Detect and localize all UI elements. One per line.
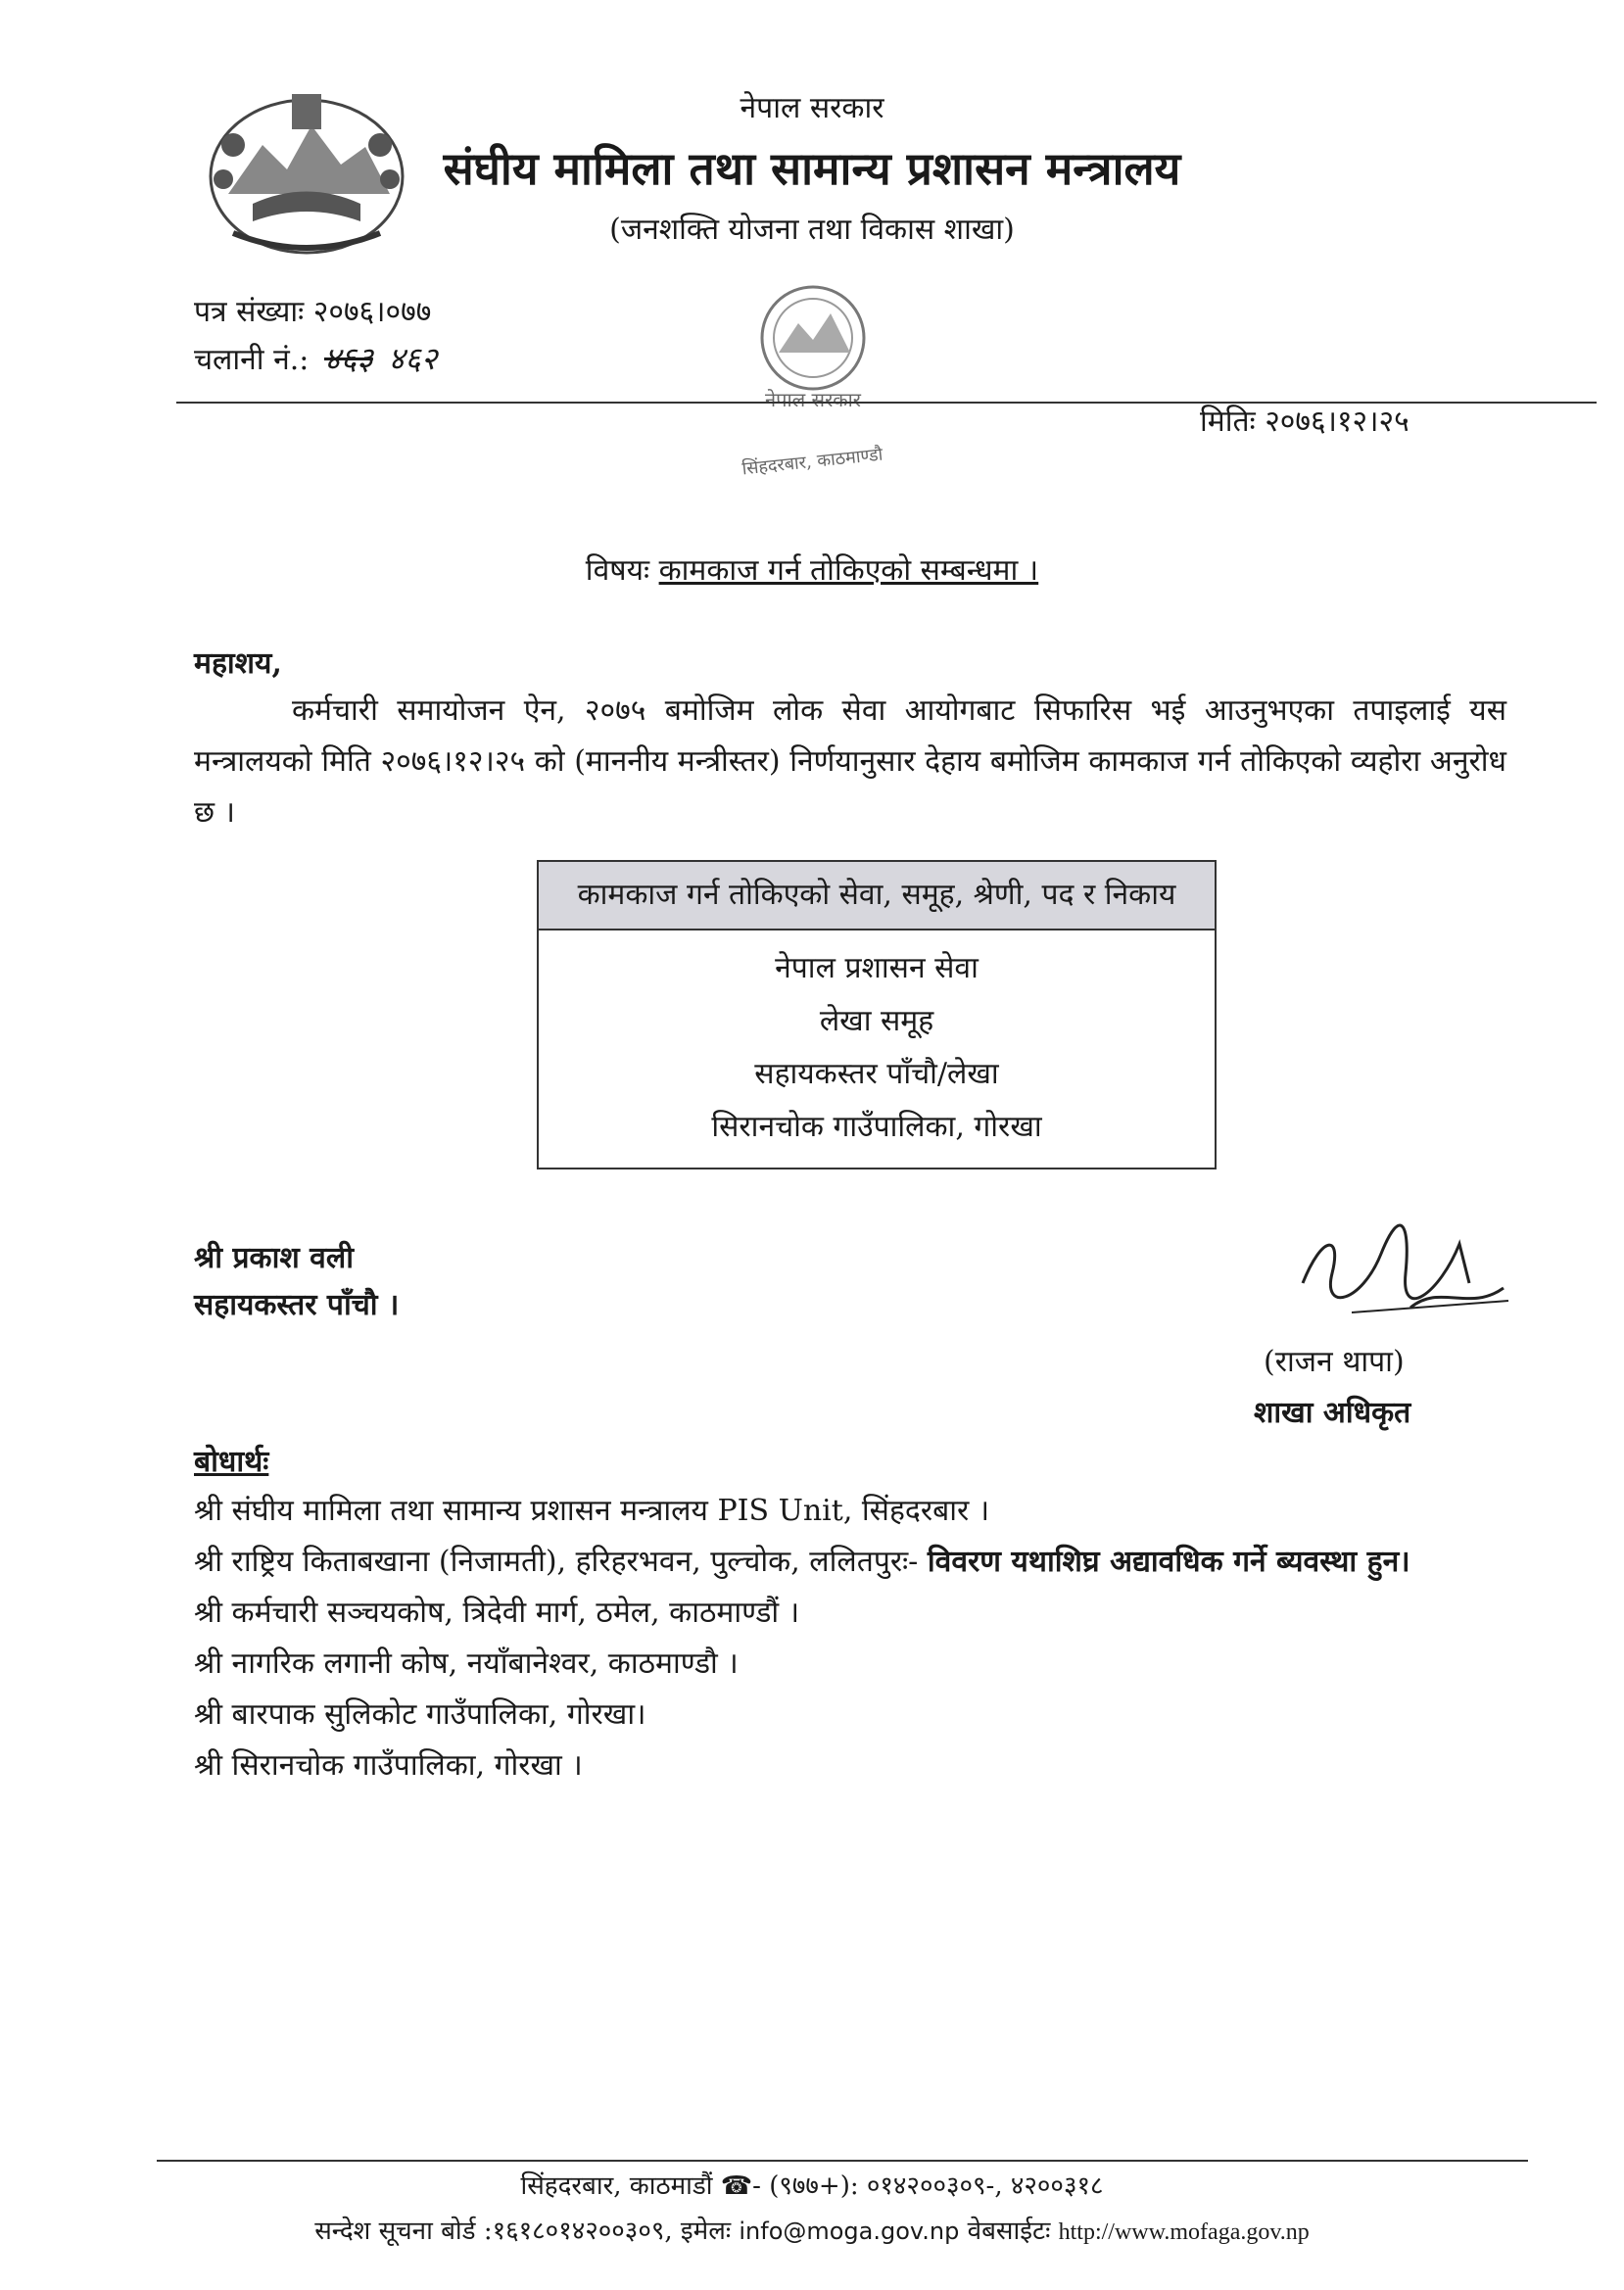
footer-phone-value: ०१४२००३०९-, ४२००३१८ [866, 2171, 1104, 2201]
footer-notice-value: १६१८०१४२००३०९, [492, 2217, 673, 2246]
date-label: मितिः [1200, 405, 1256, 439]
dispatch-number [194, 337, 437, 379]
assignment-table-body [539, 930, 1215, 1168]
cc-item-address: श्री राष्ट्रिय किताबखाना (निजामती), हरिहरभवन, पुल्चोक, ललितपुरः- [194, 1545, 919, 1579]
letter-number [194, 290, 431, 330]
official-stamp-icon [676, 279, 950, 485]
assignment-row: सहायकस्तर पाँचौ/लेखा [754, 1057, 999, 1091]
signature-icon [1293, 1215, 1518, 1332]
footer-email-link[interactable]: info@moga.gov.np [739, 2218, 960, 2245]
cc-item-note: विवरण यथाशिघ्र अद्यावधिक गर्ने ब्यवस्था हुन। [927, 1545, 1410, 1579]
cc-label: बोधार्थः [194, 1445, 269, 1479]
cc-item: श्री कर्मचारी सञ्चयकोष, त्रिदेवी मार्ग, ठमेल, काठमाण्डौं । [194, 1596, 800, 1630]
footer-line-1 [0, 2167, 1624, 2202]
stamp-text-bottom: सिंहदरबार, काठमाण्डौ [740, 444, 884, 480]
date-value: २०७६।१२।२५ [1265, 405, 1409, 439]
ministry-name: संघीय मामिला तथा सामान्य प्रशासन मन्त्रालय [443, 142, 1181, 195]
letter-number-value: २०७६।०७७ [312, 295, 432, 329]
assignment-table [537, 860, 1217, 1169]
letter-date [1200, 400, 1409, 440]
assignment-row: लेखा समूह [819, 1004, 934, 1038]
addressee-name: श्री प्रकाश वली [194, 1241, 354, 1275]
subject-line [0, 549, 1624, 589]
footer-divider [157, 2160, 1528, 2162]
cc-item: श्री संघीय मामिला तथा सामान्य प्रशासन मन्त्रालय PIS Unit, सिंहदरबार । [194, 1494, 990, 1528]
subject-label: विषयः [585, 553, 650, 588]
addressee-position: सहायकस्तर पाँचौ । [194, 1288, 400, 1322]
cc-item [194, 1540, 1410, 1580]
government-name: नेपाल सरकार [740, 91, 884, 125]
letter-number-label: पत्र संख्याः [194, 295, 305, 329]
assignment-row: सिरानचोक गाउँपालिका, गोरखा [711, 1110, 1042, 1144]
salutation: महाशय, [194, 646, 282, 681]
footer-website-link[interactable]: http://www.mofaga.gov.np [1058, 2219, 1310, 2245]
cc-item: श्री सिरानचोक गाउँपालिका, गोरखा । [194, 1748, 583, 1783]
cc-item: श्री नागरिक लगानी कोष, नयाँबानेश्वर, काठमाण्डौ । [194, 1646, 739, 1681]
subject-text: कामकाज गर्न तोकिएको सम्बन्धमा । [658, 553, 1039, 588]
cc-item: श्री बारपाक सुलिकोट गाउँपालिका, गोरखा। [194, 1697, 646, 1732]
footer-phone-label: ☎- (९७७+): [720, 2171, 859, 2201]
dispatch-number-label: चलानी नं.: [194, 343, 310, 377]
signatory-name: (राजन थापा) [1264, 1345, 1405, 1379]
footer-website-label: वेबसाईटः [967, 2217, 1051, 2246]
dispatch-number-struck: ४६३ [323, 340, 373, 377]
section-name: (जनशक्ति योजना तथा विकास शाखा) [609, 213, 1015, 247]
assignment-row: नेपाल प्रशासन सेवा [775, 951, 979, 985]
letter-body: कर्मचारी समायोजन ऐन, २०७५ बमोजिम लोक सेवा आयोगबाट सिफारिस भई आउनुभएका तपाइलाई यस मन्त्रालयको मिति २०७६।१२।२५ को (माननीय मन्त्रीस्तर) निर्णयानुसार देहाय बमोजिम कामकाज गर्न तोकिएको व्यहोरा अनुरोध छ । [194, 693, 1506, 830]
footer-address: सिंहदरबार, काठमाडौं [520, 2171, 713, 2201]
stamp-text-top: नेपाल सरकार [765, 388, 861, 411]
dispatch-number-value: ४६२ [388, 340, 438, 377]
footer-email-label: इमेलः [680, 2217, 732, 2246]
footer-notice-label: सन्देश सूचना बोर्ड : [314, 2217, 493, 2246]
assignment-table-header: कामकाज गर्न तोकिएको सेवा, समूह, श्रेणी, पद र निकाय [539, 862, 1215, 930]
signatory-title: शाखा अधिकृत [1254, 1396, 1411, 1430]
footer-line-2 [0, 2212, 1624, 2247]
